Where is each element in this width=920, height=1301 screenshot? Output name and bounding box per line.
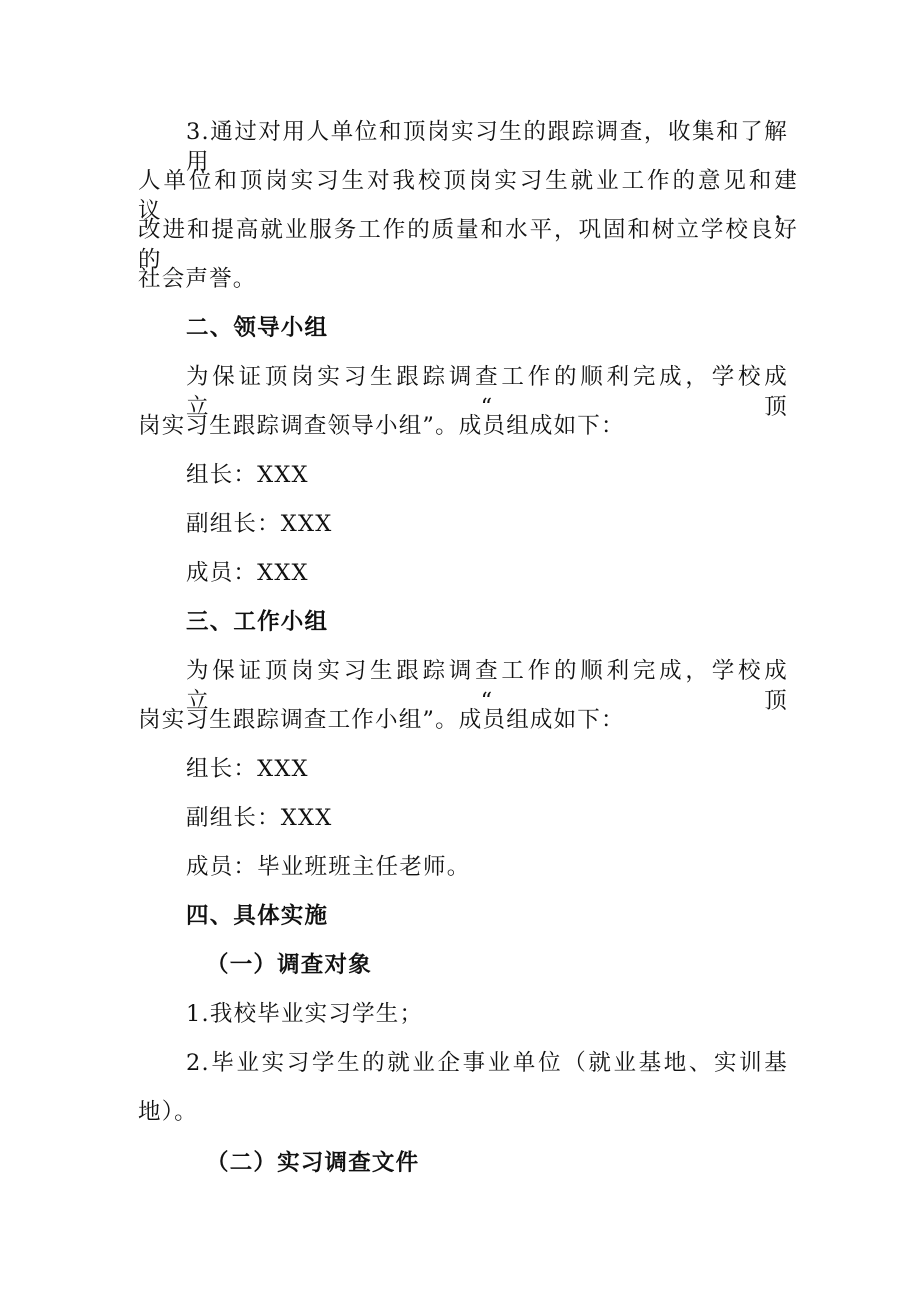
paragraph-line: 岗实习生跟踪调查领导小组”。成员组成如下： [138, 413, 625, 439]
paragraph-line: 岗实习生跟踪调查工作小组”。成员组成如下： [138, 707, 625, 733]
section-heading: 二、领导小组 [186, 315, 329, 341]
member-line: 副组长：XXX [186, 805, 333, 831]
member-line: 副组长：XXX [186, 511, 333, 537]
section-heading: 四、具体实施 [186, 903, 329, 929]
member-line: 成员：XXX [186, 560, 309, 586]
list-item: 地）。 [138, 1099, 198, 1125]
paragraph-line: 3.通过对用人单位和顶岗实习生的跟踪调查，收集和了解用 [186, 119, 788, 175]
paragraph-line: 社会声誉。 [138, 266, 257, 292]
list-item: 2.毕业实习学生的就业企事业单位（就业基地、实训基 [186, 1050, 788, 1076]
subsection-heading: （二）实习调查文件 [206, 1150, 420, 1176]
paragraph-line: 人单位和顶岗实习生对我校顶岗实习生就业工作的意见和建议， [138, 168, 798, 224]
paragraph-line: 改进和提高就业服务工作的质量和水平，巩固和树立学校良好的 [138, 217, 798, 273]
paragraph-line: 为保证顶岗实习生跟踪调查工作的顺利完成，学校成立“顶 [186, 658, 788, 714]
paragraph-line: 为保证顶岗实习生跟踪调查工作的顺利完成，学校成立“顶 [186, 364, 788, 420]
member-line: 组长：XXX [186, 756, 309, 782]
member-line: 组长：XXX [186, 462, 309, 488]
member-line: 成员：毕业班班主任老师。 [186, 854, 471, 880]
section-heading: 三、工作小组 [186, 609, 329, 635]
list-item: 1.我校毕业实习学生； [186, 1001, 424, 1027]
subsection-heading: （一）调查对象 [206, 952, 372, 978]
